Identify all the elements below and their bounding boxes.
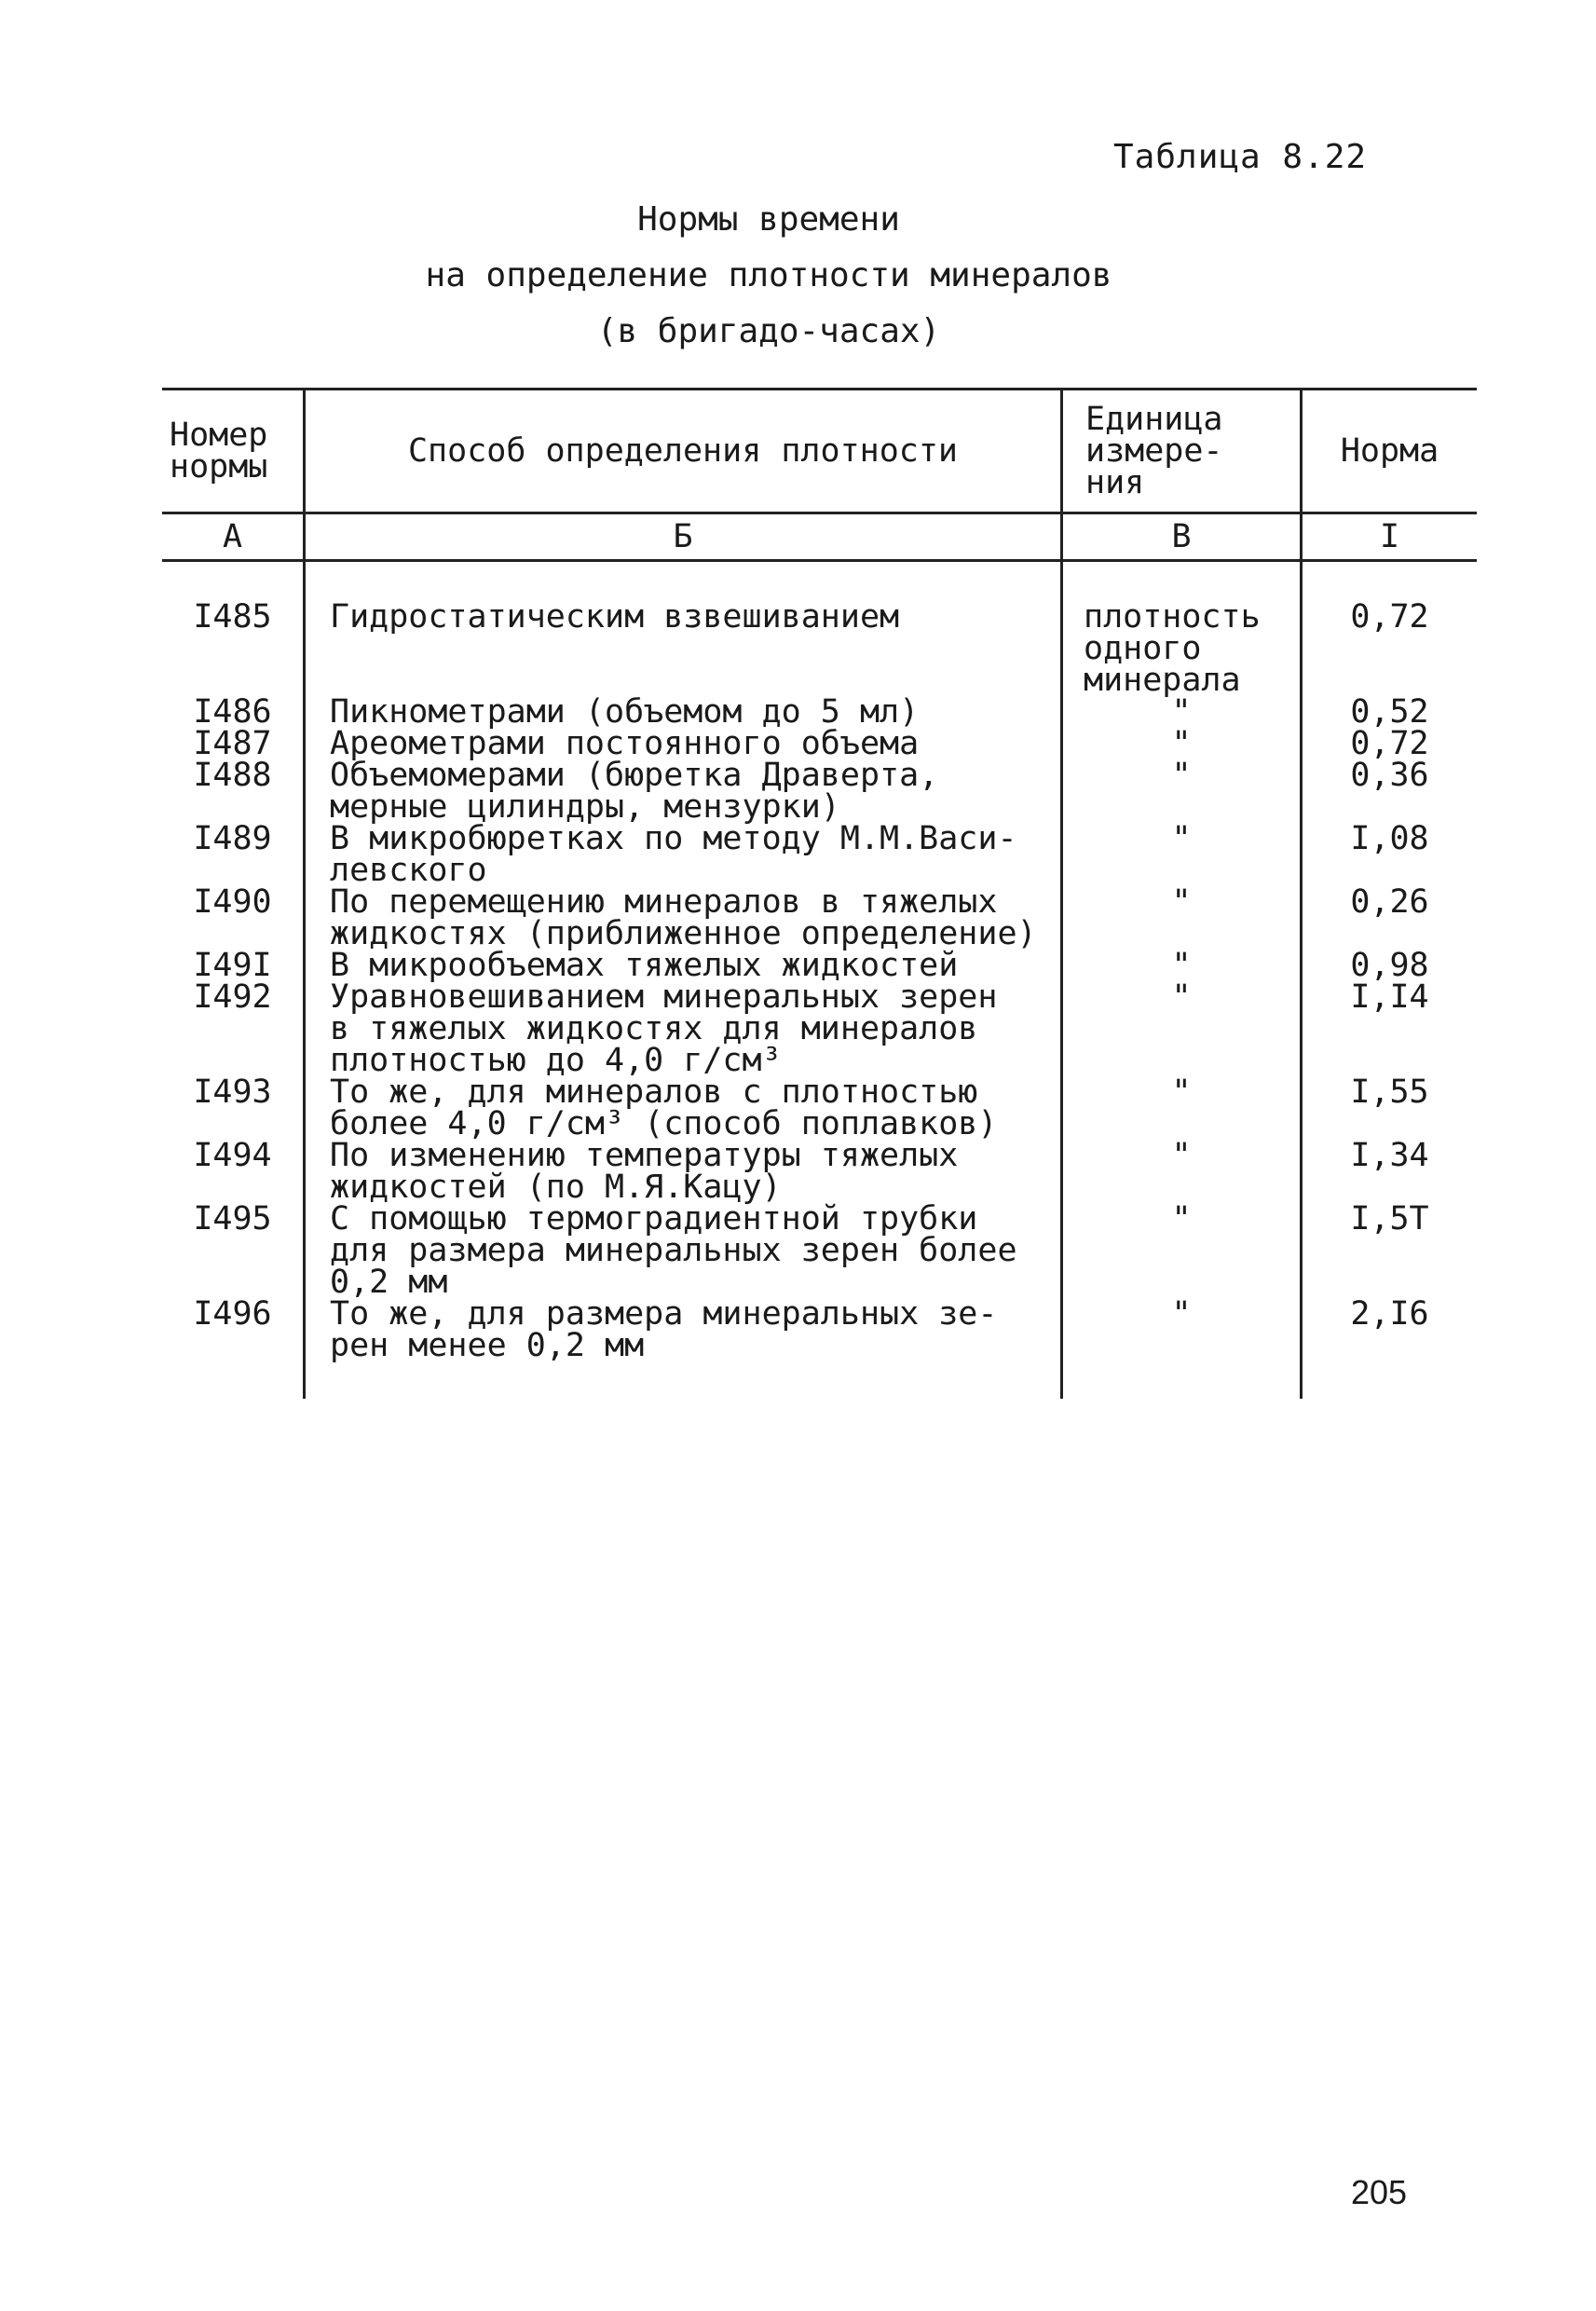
- unit-line: ": [1171, 947, 1192, 984]
- table-title: [354, 192, 1183, 360]
- method-line: По перемещению минералов в тяжелых: [330, 883, 998, 921]
- table-row: [162, 950, 1477, 981]
- table-row: [162, 1203, 1477, 1298]
- unit-line: минерала: [1084, 662, 1241, 699]
- unit-cell: [1062, 693, 1302, 731]
- norm-number: I493: [193, 1073, 272, 1111]
- table-row: [162, 823, 1477, 886]
- table-tail-cell: [305, 1361, 1062, 1399]
- method-cell: [305, 561, 1062, 697]
- table-row: [162, 728, 1477, 759]
- table-tail-cell: [162, 1361, 305, 1399]
- norm-value: I,5Т: [1302, 1203, 1478, 1298]
- norm-number: I490: [193, 883, 272, 921]
- unit-cell: [1062, 1137, 1302, 1203]
- method-line: более 4,0 г/см³ (способ поплавков): [330, 1105, 998, 1142]
- method-line: левского: [330, 852, 487, 889]
- norm-number: I49I: [193, 947, 272, 984]
- norm-number: I494: [193, 1137, 272, 1174]
- norm-number: I489: [193, 820, 272, 857]
- norm-value: I,55: [1302, 1076, 1478, 1140]
- table-row: [162, 1298, 1477, 1361]
- method-cell: [305, 1073, 1062, 1142]
- method-line: Объемомерами (бюретка Дравертa,: [330, 757, 939, 794]
- unit-cell: [1062, 759, 1302, 823]
- header-unit: Единица измере- ния: [1062, 390, 1302, 513]
- method-line: в тяжелых жидкостях для минералов: [330, 1010, 978, 1047]
- unit-line: ": [1171, 1200, 1192, 1238]
- column-letter: I: [1302, 513, 1478, 561]
- method-line: жидкостей (по М.Я.Кацу): [330, 1169, 782, 1206]
- method-cell: [305, 978, 1062, 1079]
- title-line: на определение плотности минералов: [425, 256, 1112, 294]
- norm-value: I,I4: [1302, 981, 1478, 1076]
- unit-line: ": [1171, 693, 1192, 731]
- table-tail: [162, 1361, 1477, 1399]
- table-row: [162, 759, 1477, 823]
- unit-line: ": [1171, 820, 1192, 857]
- unit-line: плотность: [1084, 598, 1261, 636]
- norm-number: I487: [193, 725, 272, 762]
- page-number: 205: [1351, 2173, 1408, 2211]
- unit-cell: [1062, 820, 1302, 886]
- norm-value: 0,26: [1302, 886, 1478, 950]
- norm-value: 0,52: [1302, 696, 1478, 728]
- method-cell: [305, 1295, 1062, 1364]
- unit-line: ": [1171, 1295, 1192, 1333]
- unit-cell: [1062, 978, 1302, 1076]
- method-line: мерные цилиндры, мензурки): [330, 788, 840, 826]
- column-letter: В: [1062, 513, 1302, 561]
- method-line: Уравновешиванием минеральных зерен: [330, 978, 998, 1016]
- unit-line: одного: [1084, 630, 1202, 667]
- norm-number: I495: [193, 1200, 272, 1238]
- method-cell: [305, 947, 1062, 984]
- unit-cell: [1062, 1200, 1302, 1298]
- method-line: плотностью до 4,0 г/см³: [330, 1042, 782, 1079]
- method-line: То же, для минералов с плотностью: [330, 1073, 978, 1111]
- norm-number: I496: [193, 1295, 272, 1333]
- table-tail-cell: [1302, 1361, 1478, 1399]
- unit-cell: [1062, 883, 1302, 950]
- table-header-row: [162, 390, 1477, 513]
- unit-line: ": [1171, 757, 1192, 794]
- unit-cell: [1062, 561, 1302, 697]
- method-line: То же, для размера минеральных зе-: [330, 1295, 998, 1333]
- table-tail-cell: [1062, 1361, 1302, 1399]
- norm-value: 0,98: [1302, 950, 1478, 981]
- unit-cell: [1062, 947, 1302, 984]
- method-line: Ареометрами постоянного объема: [330, 725, 920, 762]
- table-row: [162, 1076, 1477, 1140]
- method-line: В микрообъемах тяжелых жидкостей: [330, 947, 959, 984]
- table-row: [162, 696, 1477, 728]
- table-row: [162, 981, 1477, 1076]
- method-line: для размера минеральных зерен более: [330, 1232, 1017, 1269]
- method-line: В микробюретках по методу М.М.Васи-: [330, 820, 1017, 857]
- norm-number: I486: [193, 693, 272, 731]
- column-letter: А: [162, 513, 305, 561]
- norm-number: I485: [193, 598, 272, 636]
- unit-line: ": [1171, 978, 1192, 1016]
- column-letter: Б: [305, 513, 1062, 561]
- norm-value: 2,I6: [1302, 1298, 1478, 1361]
- title-line: (в бригадо-часах): [596, 312, 941, 350]
- unit-line: ": [1171, 725, 1192, 762]
- column-letters-row: [162, 513, 1477, 561]
- method-cell: [305, 1200, 1062, 1301]
- table-row: [162, 886, 1477, 950]
- unit-cell: [1062, 725, 1302, 762]
- table-row: [162, 1140, 1477, 1203]
- method-cell: [305, 693, 1062, 731]
- table-label: Таблица 8.22: [1113, 138, 1368, 176]
- method-line: С помощью термоградиентной трубки: [330, 1200, 978, 1238]
- norm-value: I,34: [1302, 1140, 1478, 1203]
- table-row: [162, 561, 1477, 697]
- title-line: Нормы времени: [637, 200, 900, 239]
- method-line: жидкостях (приближенное определение): [330, 915, 1037, 952]
- method-line: 0,2 мм: [330, 1264, 448, 1301]
- method-cell: [305, 757, 1062, 826]
- method-line: Гидростатическим взвешиванием: [330, 598, 900, 636]
- unit-line: ": [1171, 1137, 1192, 1174]
- norm-value: 0,72: [1302, 561, 1478, 697]
- unit-cell: [1062, 1073, 1302, 1140]
- norm-value: I,08: [1302, 823, 1478, 886]
- unit-line: ": [1171, 883, 1192, 921]
- method-cell: [305, 725, 1062, 762]
- header-number: Номер нормы: [162, 390, 305, 513]
- norm-number: I488: [193, 757, 272, 794]
- method-line: рен менее 0,2 мм: [330, 1327, 645, 1364]
- method-cell: [305, 883, 1062, 952]
- unit-line: ": [1171, 1073, 1192, 1111]
- method-line: Пикнометрами (объемом до 5 мл): [330, 693, 920, 731]
- norm-number: I492: [193, 978, 272, 1016]
- norm-value: 0,36: [1302, 759, 1478, 823]
- method-line: По изменению температуры тяжелых: [330, 1137, 959, 1174]
- method-cell: [305, 1137, 1062, 1206]
- unit-cell: [1062, 1295, 1302, 1361]
- norm-value: 0,72: [1302, 728, 1478, 759]
- header-method: Способ определения плотности: [305, 390, 1062, 513]
- header-norm: Норма: [1302, 390, 1478, 513]
- method-cell: [305, 820, 1062, 889]
- norms-table: [162, 388, 1477, 1399]
